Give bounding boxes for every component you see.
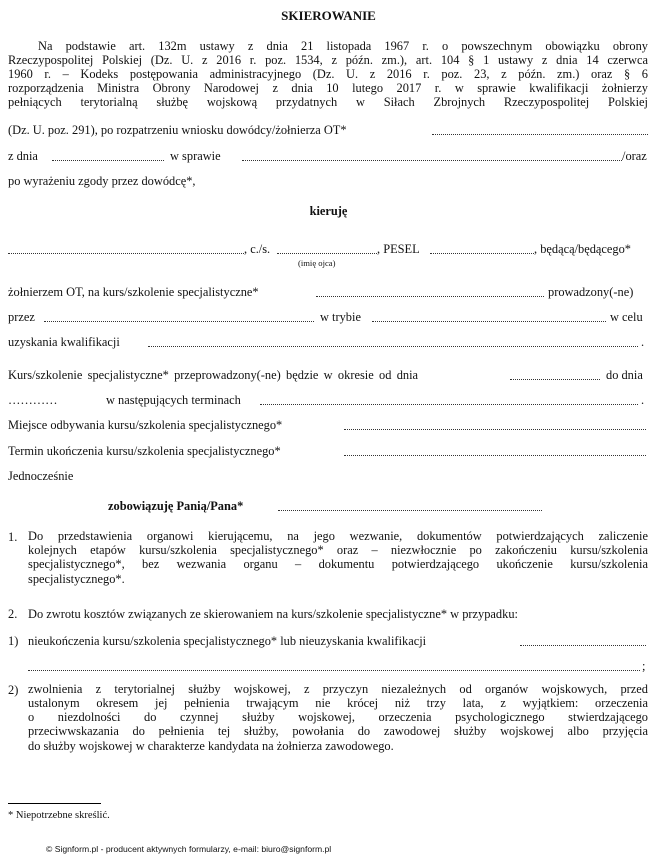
kurs-label: Kurs/szkolenie specjalistyczne* przeprowadzony(-ne) będzie w okresie od dnia: [8, 368, 419, 382]
w-trybie-label: w trybie: [320, 310, 361, 324]
terminy-lead: …………: [8, 393, 58, 407]
intro-line-4: rozporządzenia Ministra Obrony Narodowej z dnia 10 lutego 2017 r. w sprawie kwalifikacji żołnierzy: [8, 81, 648, 95]
miejsce-field[interactable]: [344, 429, 646, 430]
subitem-1-number: 1): [8, 634, 19, 648]
item-2-number: 2.: [8, 607, 18, 621]
father-name-field[interactable]: [277, 253, 377, 254]
bedaca-label: , będącą/będącego*: [534, 242, 632, 256]
tryb-field[interactable]: [372, 321, 606, 322]
miejsce-label: Miejsce odbywania kursu/szkolenia specjalistycznego*: [8, 418, 283, 432]
intro-line-1: Na podstawie art. 132m ustawy z dnia 21 listopada 1967 r. o powszechnym obowiązku obrony: [38, 39, 648, 53]
item-1-line-4: specjalistycznego*.: [28, 572, 125, 586]
pesel-field[interactable]: [430, 253, 534, 254]
terminy-field[interactable]: [260, 404, 638, 405]
subitem-1-field-2[interactable]: [28, 670, 640, 671]
item-2-text: Do zwrotu kosztów związanych ze skierowaniem na kurs/szkolenie specjalistyczne* w przypadku:: [28, 607, 518, 621]
start-date-field[interactable]: [510, 379, 600, 380]
page-title: SKIEROWANIE: [281, 8, 376, 23]
do-dnia-label: do dnia: [606, 368, 643, 382]
footnote: * Niepotrzebne skreślić.: [8, 810, 110, 821]
zobowiazanie-field[interactable]: [278, 510, 542, 511]
name-field[interactable]: [8, 253, 244, 254]
intro-z-dnia: z dnia: [8, 149, 38, 163]
item-1-line-2: kolejnych etapów kursu/szkolenia specjalistycznego* oraz – niezwłocznie po zakończeniu kursu/szkolenia: [28, 543, 648, 557]
item-1-line-3: specjalistycznego*, bez wezwania organu – dokumentu potwierdzającego ukończenie kursu/szkolenia: [28, 557, 648, 571]
footer-text: © Signform.pl - producent aktywnych formularzy, e-mail: biuro@signform.pl: [46, 844, 332, 854]
kieruje-heading: kieruję: [309, 204, 348, 218]
subitem-1-text: nieukończenia kursu/szkolenia specjalistycznego* lub nieuzyskania kwalifikacji: [28, 634, 427, 648]
intro-line-2: Rzeczypospolitej Polskiej (Dz. U. z 2016 r. poz. 1534, z późn. zm.), art. 104 § 1 ustawy z dnia 14 czerwca: [8, 53, 648, 67]
wniosek-field[interactable]: [432, 134, 648, 135]
przez-field[interactable]: [44, 321, 314, 322]
termin-label: Termin ukończenia kursu/szkolenia specjalistycznego*: [8, 444, 281, 458]
jednoczesnie-label: Jednocześnie: [8, 469, 74, 483]
intro-line-8: po wyrażeniu zgody przez dowódcę*,: [8, 174, 196, 188]
item-1-line-1: Do przedstawienia organowi kierującemu, na jego wezwanie, dokumentów potwierdzających zaliczenie: [28, 529, 648, 543]
cs-label: , c./s.: [244, 242, 271, 256]
intro-oraz: /oraz: [622, 149, 647, 163]
subitem-1-end: ;: [642, 659, 646, 673]
subitem-2-line-5: do służby wojskowej w charakterze kandydata na żołnierza zawodowego.: [28, 739, 394, 753]
uzyskania-end: .: [641, 335, 645, 349]
subitem-1-field[interactable]: [520, 645, 646, 646]
item-1-number: 1.: [8, 530, 18, 544]
termin-field[interactable]: [344, 455, 646, 456]
intro-w-sprawie: w sprawie: [170, 149, 221, 163]
sprawa-field[interactable]: [242, 160, 622, 161]
subitem-2-line-3: o niezdolności do czynnej służby wojskowej, orzeczenia psychologicznego stwierdzającego: [28, 710, 648, 724]
date-field[interactable]: [52, 160, 164, 161]
imie-ojca-caption: (imię ojca): [298, 258, 336, 268]
subitem-2-line-4: przeciwwskazania do pełnienia tej służby, powołania do zawodowej służby wojskowej albo przyjęcia: [28, 724, 648, 738]
w-celu-label: w celu: [610, 310, 643, 324]
prowadzony-label: prowadzony(-ne): [548, 285, 634, 299]
kwalifikacje-field[interactable]: [148, 346, 638, 347]
terminy-label: w następujących terminach: [106, 393, 241, 407]
course-name-field[interactable]: [316, 296, 544, 297]
footnote-rule: [8, 803, 101, 804]
terminy-end: .: [641, 393, 645, 407]
subitem-2-number: 2): [8, 683, 19, 697]
subitem-2-line-1: zwolnienia z terytorialnej służby wojskowej, z przyczyn niezależnych od organów wojskowych, przed: [28, 682, 648, 696]
subitem-2-line-2: ustalonym okresem jej pełnienia trwającym nie krócej niż trzy lata, z wyjątkiem: orzeczenia: [28, 696, 648, 710]
intro-line-6: (Dz. U. poz. 291), po rozpatrzeniu wniosku dowódcy/żołnierza OT*: [8, 123, 347, 137]
uzyskania-label: uzyskania kwalifikacji: [8, 335, 120, 349]
intro-line-3: 1960 r. – Kodeks postępowania administracyjnego (Dz. U. z 2016 r. poz. 23, z późn. zm.) oraz § 6: [8, 67, 648, 81]
przez-label: przez: [8, 310, 35, 324]
zolnierz-label: żołnierzem OT, na kurs/szkolenie specjalistyczne*: [8, 285, 259, 299]
zobowiazuje-heading: zobowiązuję Panią/Pana*: [108, 499, 244, 513]
intro-line-5: pełniących terytorialną służbę wojskową przydatnych w Siłach Zbrojnych Rzeczypospolitej Polskiej: [8, 95, 648, 109]
pesel-label: , PESEL: [377, 242, 420, 256]
